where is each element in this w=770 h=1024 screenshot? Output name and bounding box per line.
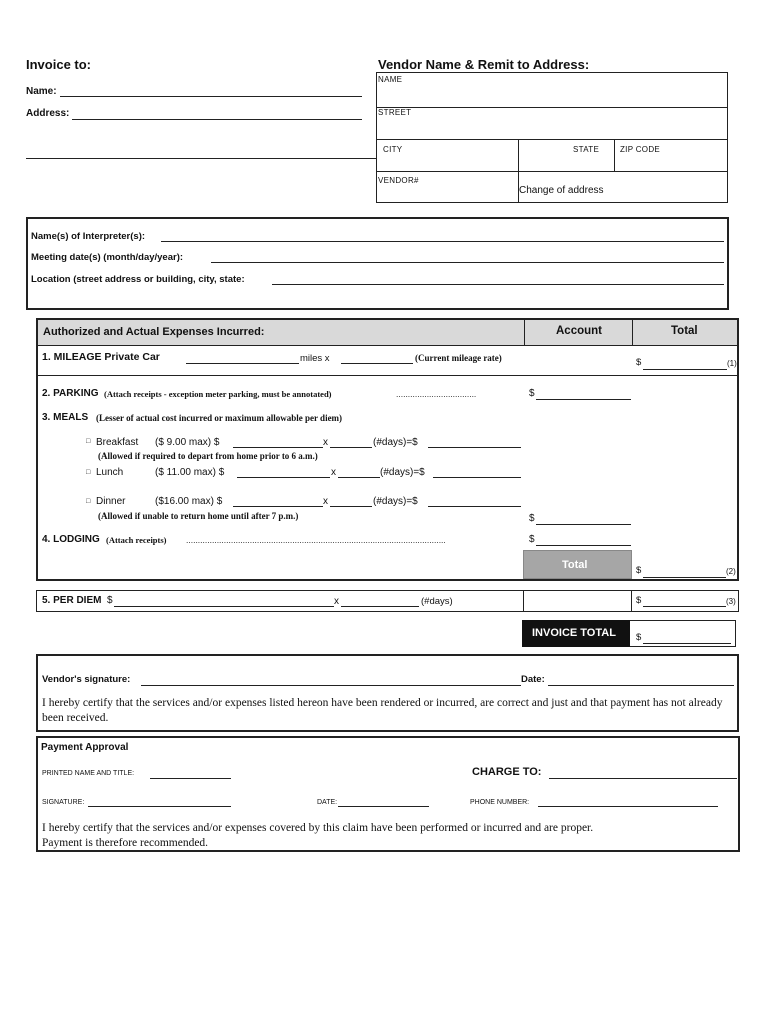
ref-3: (3) [726, 597, 736, 606]
breakfast-max: ($ 9.00 max) $ [155, 437, 220, 448]
total-button [523, 550, 632, 579]
vendor-certification-text: I hereby certify that the services and/or expenses listed hereon have been rendered or incurred, are correct and just and that payment has not already been received. [42, 697, 723, 724]
invoice-total-box[interactable] [630, 620, 736, 647]
lunch-total-field[interactable] [433, 477, 521, 478]
lunch-x: x [331, 467, 336, 478]
per-diem-amount-field[interactable] [114, 606, 334, 607]
breakfast-note: (Allowed if required to depart from home prior to 6 a.m.) [98, 451, 318, 461]
total-dollar: $ [636, 565, 642, 576]
location-field[interactable] [272, 284, 724, 285]
lunch-max: ($ 11.00 max) $ [155, 467, 225, 478]
vendor-signature-label: Vendor's signature: [42, 674, 131, 685]
invoice-total-dollar: $ [636, 632, 642, 643]
meals-note: (Lesser of actual cost incurred or maximum allowable per diem) [96, 413, 343, 423]
invoice-total-field[interactable] [643, 643, 731, 644]
lodging-dollar: $ [529, 534, 535, 545]
total-header: Total [671, 325, 698, 337]
dinner-label: Dinner [96, 496, 126, 507]
charge-to-field[interactable] [549, 778, 737, 779]
meals-dollar: $ [529, 513, 535, 524]
change-of-address[interactable]: Change of address [519, 185, 604, 196]
per-diem-total-dollar: $ [636, 595, 642, 606]
parking-dots: .................................. [396, 389, 477, 399]
vendor-address-box [376, 72, 728, 203]
breakfast-label: Breakfast [96, 437, 139, 448]
phone-number-field[interactable] [538, 806, 718, 807]
per-diem-label: 5. PER DIEM [42, 595, 102, 606]
approval-signature-label: SIGNATURE: [42, 799, 85, 806]
vendor-date-label: Date: [521, 674, 545, 685]
vendor-signature-box [36, 654, 739, 732]
interpreter-names-label: Name(s) of Interpreter(s): [31, 231, 146, 242]
interpreter-box [26, 217, 729, 310]
printed-name-label: PRINTED NAME AND TITLE: [42, 770, 135, 777]
parking-label: 2. PARKING [42, 388, 99, 399]
total-field[interactable] [643, 577, 726, 578]
dinner-note: (Allowed if unable to return home until after 7 p.m.) [98, 511, 299, 521]
dinner-days-field[interactable] [330, 506, 372, 507]
mileage-dollar: $ [636, 357, 642, 368]
per-diem-row [36, 590, 739, 612]
address-label: Address: [26, 108, 70, 119]
ref-2: (2) [726, 567, 736, 576]
dinner-x: x [323, 496, 328, 507]
vendor-name-label[interactable]: NAME [378, 75, 403, 84]
vendor-date-field[interactable] [548, 685, 734, 686]
lodging-label: 4. LODGING [42, 534, 100, 545]
mileage-miles-field[interactable] [186, 363, 299, 364]
breakfast-days-field[interactable] [330, 447, 372, 448]
breakfast-total-field[interactable] [428, 447, 521, 448]
vendor-state-label[interactable]: STATE [573, 145, 600, 154]
meals-account-field[interactable] [536, 524, 631, 525]
meeting-dates-field[interactable] [211, 262, 724, 263]
total-label: Total [562, 559, 588, 571]
breakfast-checkbox[interactable]: □ [86, 438, 91, 445]
expenses-header: Authorized and Actual Expenses Incurred: [43, 326, 265, 338]
approval-date-field[interactable] [338, 806, 429, 807]
vendor-zip-label[interactable]: ZIP CODE [620, 145, 661, 154]
lunch-days-eq: (#days)=$ [380, 467, 425, 478]
mileage-rate-note: (Current mileage rate) [415, 353, 502, 363]
location-label: Location (street address or building, city, state: [31, 274, 245, 285]
printed-name-field[interactable] [150, 778, 231, 779]
per-diem-x: x [334, 596, 339, 607]
meals-label: 3. MEALS [42, 412, 89, 423]
breakfast-x: x [323, 437, 328, 448]
vendor-heading: Vendor Name & Remit to Address: [378, 57, 590, 72]
dinner-total-field[interactable] [428, 506, 521, 507]
lunch-amount-field[interactable] [237, 477, 330, 478]
invoice-total-badge [522, 620, 630, 647]
parking-note: (Attach receipts - exception meter parking, must be annotated) [104, 389, 332, 399]
phone-number-label: PHONE NUMBER: [470, 799, 530, 806]
approval-signature-field[interactable] [88, 806, 231, 807]
address-field[interactable] [72, 119, 362, 120]
breakfast-days-eq: (#days)=$ [373, 437, 418, 448]
approval-certification-line2: Payment is therefore recommended. [42, 837, 209, 849]
lodging-account-field[interactable] [536, 545, 631, 546]
ref-1: (1) [727, 359, 737, 368]
per-diem-days-label: (#days) [421, 596, 453, 607]
lunch-days-field[interactable] [338, 477, 380, 478]
approval-date-label: DATE: [317, 799, 338, 806]
interpreter-names-field[interactable] [161, 241, 724, 242]
vendor-street-label[interactable]: STREET [378, 108, 412, 117]
dinner-days-eq: (#days)=$ [373, 496, 418, 507]
vendor-signature-field[interactable] [141, 685, 521, 686]
per-diem-dollar: $ [107, 595, 113, 606]
lodging-dots: .............................................................................................................. [186, 535, 446, 545]
address-field-line2[interactable] [26, 158, 376, 159]
payment-approval-box [36, 736, 740, 852]
lunch-label: Lunch [96, 467, 124, 478]
dinner-amount-field[interactable] [233, 506, 323, 507]
invoice-total-label: INVOICE TOTAL [532, 627, 616, 639]
mileage-total-field[interactable] [643, 369, 727, 370]
breakfast-amount-field[interactable] [233, 447, 323, 448]
payment-approval-title: Payment Approval [41, 742, 129, 753]
mileage-rate-field[interactable] [341, 363, 413, 364]
name-label: Name: [26, 86, 57, 97]
dinner-checkbox[interactable]: □ [86, 498, 91, 505]
vendor-city-label[interactable]: CITY [383, 145, 403, 154]
dinner-max: ($16.00 max) $ [155, 496, 223, 507]
account-header: Account [556, 325, 602, 337]
vendor-number-label[interactable]: VENDOR# [378, 176, 419, 185]
invoice-to-heading: Invoice to: [26, 57, 92, 72]
parking-dollar: $ [529, 388, 535, 399]
meeting-dates-label: Meeting date(s) (month/day/year): [31, 252, 184, 263]
mileage-miles-x: miles x [300, 353, 330, 364]
parking-account-field[interactable] [536, 399, 631, 400]
lunch-checkbox[interactable]: □ [86, 469, 91, 476]
name-field[interactable] [60, 96, 362, 97]
lodging-note: (Attach receipts) [106, 535, 167, 545]
charge-to-label: CHARGE TO: [472, 766, 542, 778]
approval-certification-line1: I hereby certify that the services and/or expenses covered by this claim have been performed or incurred and are proper. [42, 822, 594, 834]
per-diem-days-field[interactable] [341, 606, 419, 607]
per-diem-total-field[interactable] [643, 606, 726, 607]
mileage-label: 1. MILEAGE Private Car [42, 351, 160, 363]
